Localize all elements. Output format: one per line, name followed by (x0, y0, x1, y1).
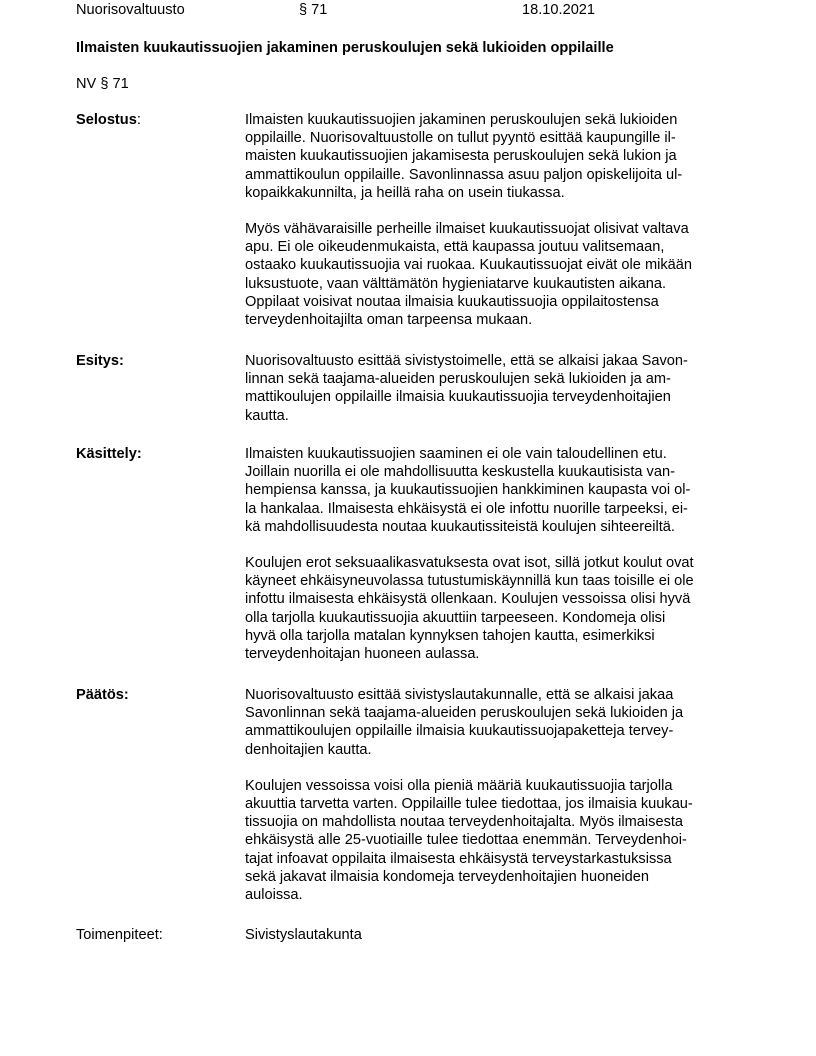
toimenpiteet-body (245, 926, 745, 944)
esitys-label (76, 352, 124, 370)
toimenpiteet-label: Toimenpiteet: (76, 927, 163, 943)
header-date: 18.10.2021 (522, 2, 596, 18)
paatos-body (245, 686, 745, 904)
toimenpiteet-value: Sivistyslautakunta (245, 927, 362, 943)
header-organization: Nuorisovaltuusto (76, 2, 185, 18)
kasittely-label (76, 445, 142, 463)
kasittely-body (245, 445, 745, 663)
kasittely-label-text: Käsittely: (76, 446, 142, 462)
selostus-label-suffix: : (136, 112, 141, 128)
paatos-label-text: Päätös: (76, 687, 129, 703)
paatos-paragraph-1: Nuorisovaltuusto esittää sivistyslautakunnalle, että se alkaisi jakaa Savonlinnan sekä taajama-alueiden peruskoulujen sekä lukioiden ja ammattikoulujen oppilaille ilmaisia kuukautissuojapaketteja tervey- denhoitajien kautta. (245, 687, 684, 758)
document-reference: NV § 71 (76, 76, 129, 92)
esitys-paragraph-1: Nuorisovaltuusto esittää sivistystoimelle, että se alkaisi jakaa Savon- linnan sekä taajama-alueiden peruskoulujen sekä lukioiden ja am- mattikoulujen oppilaille ilmaisia kuukautissuojia terveydenhoitajien kautta. (245, 353, 688, 424)
kasittely-paragraph-2: Koulujen erot seksuaalikasvatuksesta ovat isot, sillä jotkut koulut ovat käyneet ehkäisyneuvolassa tutustumiskäynnillä kun taas toisille ei ole infottu ilmaisesta ehkäisystä ollenkaan. Koulujen vessoissa olisi hyvä olla tarjolla kuukautissuojia akuuttiin tarpeeseen. Kondomeja olisi hyvä olla tarjolla matalan kynnyksen tahojen kautta, esimerkiksi terveydenhoitajan huoneen aulassa. (245, 555, 694, 663)
paatos-paragraph-2: Koulujen vessoissa voisi olla pieniä määriä kuukautissuojia tarjolla akuuttia tarvetta varten. Oppilaille tulee tiedottaa, jos ilmaisia kuukau- tissuojia on mahdollista noutaa terveydenhoitajalta. Myös ilmaisesta ehkäisystä alle 25-vuotiaille tulee tiedottaa enemmän. Terveydenhoi- tajat infoavat oppilaita ilmaisesta ehkäisystä terveystarkastuksissa sekä jakavat ilmaisia kondomeja terveydenhoitajien huoneiden auloissa. (245, 777, 693, 904)
selostus-label-text: Selostus (76, 112, 137, 128)
kasittely-paragraph-1: Ilmaisten kuukautissuojien saaminen ei ole vain taloudellinen etu. Joillain nuorilla ei ole mahdollisuutta keskustella kuukautisista van- hempiensa kanssa, ja kuukautissuojien hankkiminen kaupasta voi ol- la hankalaa. Ilmaisesta ehkäisystä ei ole infottu nuorille tarpeeksi, ei- kä mahdollisuudesta noutaa kuukautissiteistä koulujen sihteereiltä. (245, 446, 691, 535)
document-title: Ilmaisten kuukautissuojien jakaminen peruskoulujen sekä lukioiden oppilaille (76, 40, 614, 56)
selostus-paragraph-2: Myös vähävaraisille perheille ilmaiset kuukautissuojat olisivat valtava apu. Ei ole oikeudenmukaista, että kaupassa joutuu valitsemaan, ostaako kuukautissuojia vai ruokaa. Kuukautissuojat eivät ole mikään luksustuote, vaan välttämätön hygieniatarve kuukautisten aikana. Oppilaat voisivat noutaa ilmaisia kuukautissuojia oppilaitostensa terveydenhoitajilta oman tarpeensa mukaan. (245, 221, 692, 329)
selostus-paragraph-1: Ilmaisten kuukautissuojien jakaminen peruskoulujen sekä lukioiden oppilaille. Nuorisovaltuustolle on tullut pyyntö esittää kaupungille il- maisten kuukautissuojien jakamisesta peruskoulujen sekä lukion ja ammattikoulun oppilaille. Savonlinnassa asuu paljon opiskelijoita ul- kopaikkakunnilta, ja heillä raha on usein tiukassa. (245, 112, 683, 201)
selostus-label (76, 111, 141, 129)
esitys-label-text: Esitys: (76, 353, 124, 369)
paatos-label (76, 686, 129, 704)
esitys-body (245, 352, 745, 425)
selostus-body (245, 111, 745, 329)
header-paragraph-number: § 71 (299, 2, 328, 18)
